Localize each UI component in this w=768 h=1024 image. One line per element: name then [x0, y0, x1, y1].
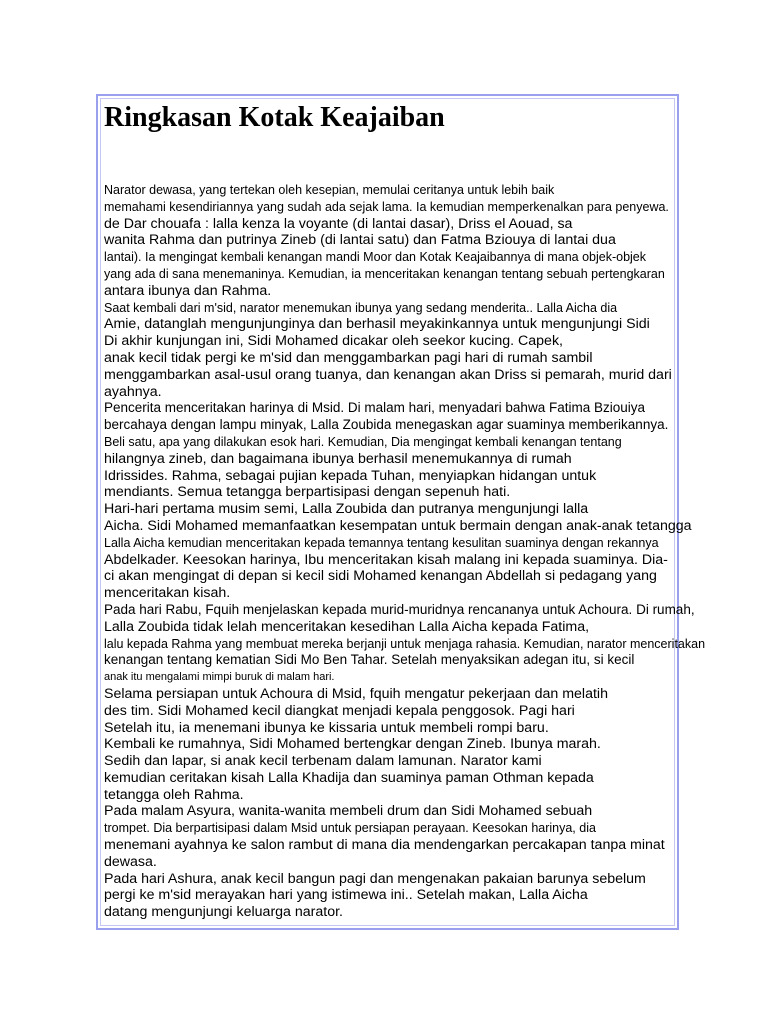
- text-line: ci akan mengingat di depan si kecil sidi Mohamed kenangan Abdellah si pedagang yang: [104, 568, 657, 585]
- text-line: hilangnya zineb, dan bagaimana ibunya berhasil menemukannya di rumah: [104, 450, 572, 467]
- text-line: Kembali ke rumahnya, Sidi Mohamed bertengkar dengan Zineb. Ibunya marah.: [104, 736, 601, 753]
- document-title: Ringkasan Kotak Keajaiban: [104, 102, 445, 133]
- text-line: pergi ke m'sid merayakan hari yang istimewa ini.. Setelah makan, Lalla Aicha: [104, 887, 588, 904]
- text-line: Sedih dan lapar, si anak kecil terbenam dalam lamunan. Narator kami: [104, 753, 542, 770]
- text-line: menceritakan kisah.: [104, 585, 231, 602]
- text-line: Abdelkader. Keesokan harinya, Ibu menceritakan kisah malang ini kepada suaminya. Dia-: [104, 551, 668, 568]
- text-line: Selama persiapan untuk Achoura di Msid, fquih mengatur pekerjaan dan melatih: [104, 685, 608, 702]
- text-line: menggambarkan asal-usul orang tuanya, dan kenangan akan Driss si pemarah, murid dari: [104, 366, 672, 383]
- text-line: mendiants. Semua tetangga berpartisipasi dengan sepenuh hati.: [104, 484, 511, 501]
- text-line: datang mengunjungi keluarga narator.: [104, 904, 343, 921]
- text-line: kemudian ceritakan kisah Lalla Khadija dan suaminya paman Othman kepada: [104, 769, 594, 786]
- text-line: yang ada di sana menemaninya. Kemudian, ia menceritakan kenangan tentang sebuah pertengkaran: [104, 266, 665, 281]
- text-line: lantai). Ia mengingat kembali kenangan mandi Moor dan Kotak Keajaibannya di mana objek-objek: [104, 250, 647, 265]
- text-line: ayahnya.: [104, 383, 162, 400]
- text-line: trompet. Dia berpartisipasi dalam Msid untuk persiapan perayaan. Keesokan harinya, dia: [104, 821, 596, 836]
- document-content: [104, 100, 764, 921]
- text-line: des tim. Sidi Mohamed kecil diangkat menjadi kepala penggosok. Pagi hari: [104, 702, 575, 719]
- text-line: Narator dewasa, yang tertekan oleh kesepian, memulai ceritanya untuk lebih baik: [104, 183, 555, 197]
- text-line: anak kecil tidak pergi ke m'sid dan menggambarkan pagi hari di rumah sambil: [104, 349, 593, 366]
- text-line: Idrissides. Rahma, sebagai pujian kepada Tuhan, menyiapkan hidangan untuk: [104, 467, 597, 484]
- text-line: lalu kepada Rahma yang membuat mereka berjanji untuk menjaga rahasia. Kemudian, narator menceritakan: [104, 636, 706, 651]
- text-line: bercahaya dengan lampu minyak, Lalla Zoubida menegaskan agar suaminya memberikannya.: [104, 417, 669, 433]
- text-line: Di akhir kunjungan ini, Sidi Mohamed dicakar oleh seekor kucing. Capek,: [104, 333, 563, 350]
- text-line: de Dar chouafa : lalla kenza la voyante (di lantai dasar), Driss el Aouad, sa: [104, 215, 573, 232]
- text-line: Amie, datanglah mengunjunginya dan berhasil meyakinkannya untuk mengunjungi Sidi: [104, 316, 650, 333]
- text-line: dewasa.: [104, 853, 157, 870]
- text-line: Pada malam Asyura, wanita-wanita membeli drum dan Sidi Mohamed sebuah: [104, 803, 593, 820]
- text-line: tetangga oleh Rahma.: [104, 786, 244, 803]
- text-line: Aicha. Sidi Mohamed memanfaatkan kesempatan untuk bermain dengan anak-anak tetangga: [104, 517, 692, 534]
- text-line: menemani ayahnya ke salon rambut di mana dia mendengarkan percakapan tanpa minat: [104, 837, 665, 854]
- text-line: anak itu mengalami mimpi buruk di malam hari.: [104, 671, 335, 684]
- text-line: Saat kembali dari m'sid, narator menemukan ibunya yang sedang menderita.. Lalla Aicha dia: [104, 300, 618, 315]
- text-line: Beli satu, apa yang dilakukan esok hari. Kemudian, Dia mengingat kembali kenangan tentang: [104, 434, 622, 449]
- text-line: Pada hari Ashura, anak kecil bangun pagi dan mengenakan pakaian barunya sebelum: [104, 870, 646, 887]
- text-line: wanita Rahma dan putrinya Zineb (di lantai satu) dan Fatma Bziouya di lantai dua: [104, 232, 616, 249]
- text-line: antara ibunya dan Rahma.: [104, 282, 272, 299]
- text-line: Pada hari Rabu, Fquih menjelaskan kepada murid-muridnya rencananya untuk Achoura. Di rumah,: [104, 601, 695, 617]
- text-line: Pencerita menceritakan harinya di Msid. Di malam hari, menyadari bahwa Fatima Bziouiya: [104, 400, 645, 416]
- text-line: kenangan tentang kematian Sidi Mo Ben Tahar. Setelah menyaksikan adegan itu, si kecil: [104, 652, 635, 668]
- text-line: Lalla Zoubida tidak lelah menceritakan kesedihan Lalla Aicha kepada Fatima,: [104, 618, 590, 635]
- text-line: Setelah itu, ia menemani ibunya ke kissaria untuk membeli rompi baru.: [104, 719, 549, 736]
- text-line: memahami kesendiriannya yang sudah ada sejak lama. Ia kemudian memperkenalkan para penyewa.: [104, 199, 669, 214]
- text-line: Lalla Aicha kemudian menceritakan kepada temannya tentang kesulitan suaminya dengan rekannya: [104, 535, 659, 550]
- text-line: Hari-hari pertama musim semi, Lalla Zoubida dan putranya mengunjungi lalla: [104, 501, 589, 518]
- document-body: [104, 182, 764, 921]
